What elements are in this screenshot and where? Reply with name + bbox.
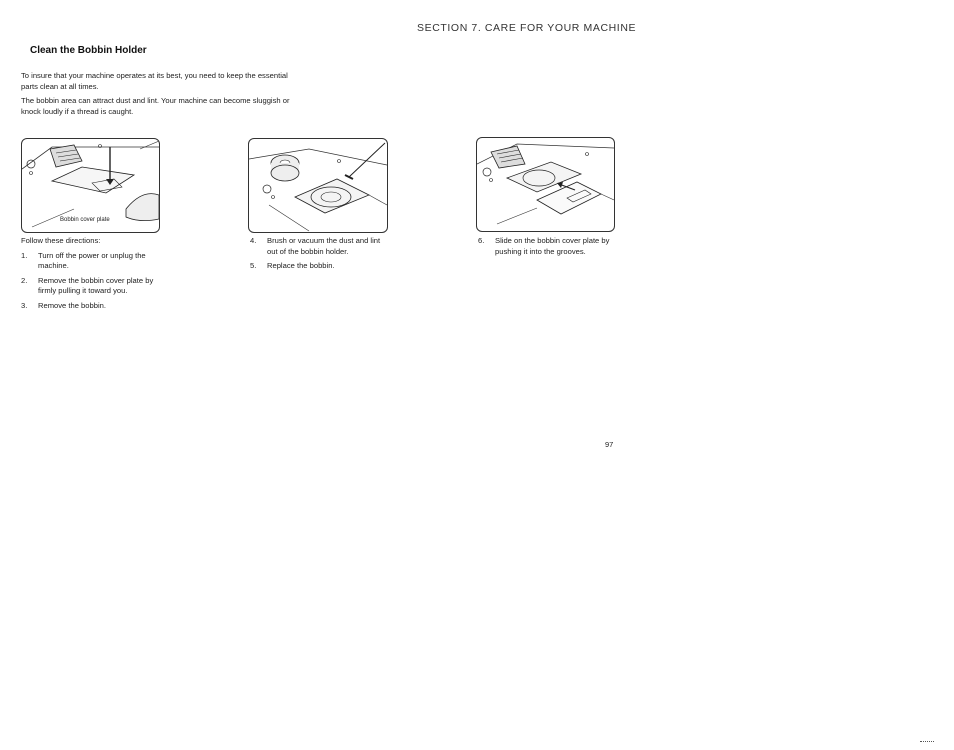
step-text: Remove the bobbin. xyxy=(38,300,106,310)
section-header: SECTION 7. CARE FOR YOUR MACHINE xyxy=(417,22,637,34)
figure-remove-cover-plate xyxy=(21,138,160,233)
page-title: Clean the Bobbin Holder xyxy=(30,45,147,56)
brush-bobbin-holder-illustration xyxy=(249,139,387,232)
step-text: Remove the bobbin cover plate by firmly pulling it toward you. xyxy=(38,275,154,295)
step-item xyxy=(250,236,390,257)
step-item xyxy=(21,301,161,312)
bobbin-cover-plate xyxy=(52,167,134,193)
intro-paragraph: To insure that your machine operates at its best, you need to keep the essential parts clean at all times. xyxy=(21,71,288,91)
step-item xyxy=(478,236,618,257)
step-number: 1. xyxy=(21,250,28,260)
page-number: 97 xyxy=(605,440,614,449)
step-number: 4. xyxy=(250,236,257,245)
brush-icon xyxy=(349,143,385,177)
steps-column-1 xyxy=(21,236,161,315)
figure-slide-cover-plate xyxy=(476,137,615,232)
step-number: 5. xyxy=(250,261,257,270)
finger-icon xyxy=(126,194,159,221)
step-item xyxy=(250,261,390,272)
scan-corner-mark xyxy=(920,741,934,744)
step-text: Brush or vacuum the dust and lint out of the bobbin holder. xyxy=(267,236,381,256)
bobbin-holder xyxy=(295,179,369,213)
remove-cover-plate-illustration xyxy=(22,139,159,232)
step-text: Slide on the bobbin cover plate by pushing it into the grooves. xyxy=(495,236,610,256)
steps-column-3 xyxy=(478,236,618,261)
step-number: 6. xyxy=(478,236,485,245)
steps-column-2 xyxy=(250,236,390,276)
step-number: 2. xyxy=(21,275,28,285)
feed-dog xyxy=(491,146,525,168)
slide-cover-plate-illustration xyxy=(477,138,614,231)
step-item xyxy=(21,276,161,297)
step-text: Turn off the power or unplug the machine. xyxy=(38,250,146,270)
step-item xyxy=(21,251,161,272)
directions-lead-in: Follow these directions: xyxy=(21,236,101,245)
step-text: Replace the bobbin. xyxy=(267,261,335,270)
figure-brush-bobbin-holder xyxy=(248,138,388,233)
step-number: 3. xyxy=(21,300,28,310)
figure-label: Bobbin cover plate xyxy=(60,217,110,223)
intro-paragraph: The bobbin area can attract dust and lint. Your machine can become sluggish or knock loudly if a thread is caught. xyxy=(21,96,290,116)
